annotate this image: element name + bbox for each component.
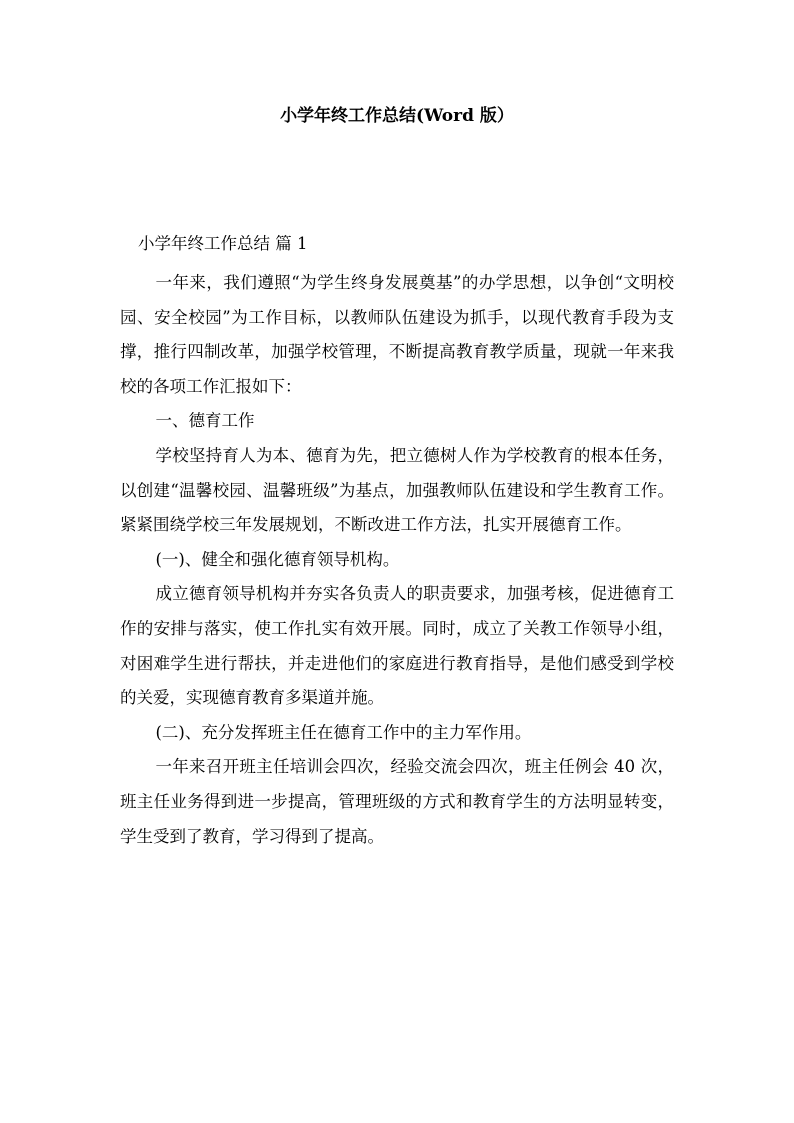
paragraph-intro: 一年来，我们遵照“为学生终身发展奠基”的办学思想，以争创“文明校园、安全校园”为工作目标，以教师队伍建设为抓手，以现代教育手段为支撑，推行四制改革，加强学校管理，不断提高教育教学质量，现就一年来我校的各项工作汇报如下： [120,273,674,396]
document-title: 小学年终工作总结(Word 版） [280,106,514,126]
paragraph-subsection-1: 成立德育领导机构并夯实各负责人的职责要求，加强考核，促进德育工作的安排与落实，使工作扎实有效开展。同时，成立了关教工作领导小组，对困难学生进行帮扶，并走进他们的家庭进行教育指导，是他们感受到学校的关爱，实现德育教育多渠道并施。 [120,584,674,708]
document-subtitle: 小学年终工作总结 篇 1 [138,234,308,253]
subsection-heading-1: (一)、健全和强化德育领导机构。 [155,549,400,569]
paragraph-moral-education: 学校坚持育人为本、德育为先，把立德树人作为学校教育的根本任务，以创建“温馨校园、温馨班级”为基点，加强教师队伍建设和学生教育工作。紧紧围绕学校三年发展规划，不断改进工作方法，扎实开展德育工作。 [120,445,674,535]
subsection-heading-2: (二)、充分发挥班主任在德育工作中的主力军作用。 [155,722,532,742]
section-heading-moral-education: 一、德育工作 [155,411,255,431]
paragraph-subsection-2: 一年来召开班主任培训会四次，经验交流会四次，班主任例会 40 次，班主任业务得到进一步提高，管理班级的方式和教育学生的方法明显转变，学生受到了教育，学习得到了提高。 [120,757,674,846]
document-body [120,266,674,854]
